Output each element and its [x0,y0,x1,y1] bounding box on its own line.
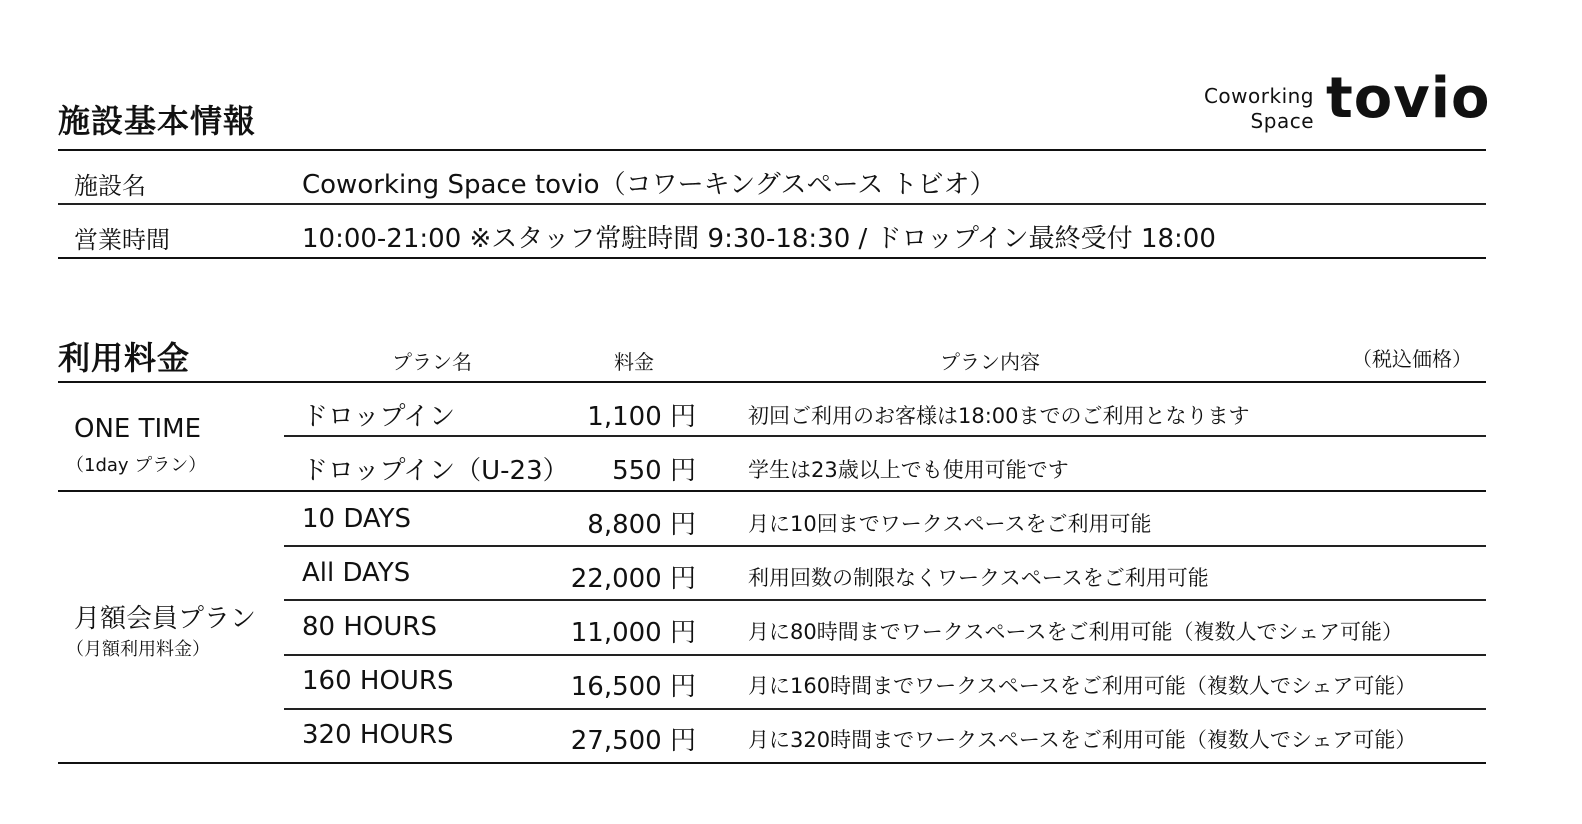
facility-row-divider [58,203,1486,205]
group-one-time-label: ONE TIME [74,414,202,444]
pricing-section-title: 利用料金 [58,339,191,377]
plan-name: 160 HOURS [302,666,454,696]
plan-description: 月に80時間までワークスペースをご利用可能（複数人でシェア可能） [748,620,1404,644]
logo-text-space: Space [1250,109,1314,133]
group-divider [58,490,1486,492]
facility-name-value: Coworking Space tovio（コワーキングスペース トビオ） [302,170,996,200]
plan-price: 550 円 [612,456,696,486]
logo-text-coworking: Coworking [1203,84,1314,108]
plan-name: All DAYS [302,558,411,588]
row-divider [284,545,1486,547]
plan-name: ドロップイン [302,402,456,432]
header-price: 料金 [614,350,654,374]
plan-name: 80 HOURS [302,612,437,642]
plan-description: 学生は23歳以上でも使用可能です [748,458,1069,482]
header-tax-note: （税込価格） [1352,347,1472,371]
plan-description: 月に10回までワークスペースをご利用可能 [748,512,1152,536]
pricing-bottom-rule [58,762,1486,764]
header-plan-name: プラン名 [392,350,472,374]
logo-text-tovio: tovio [1326,66,1491,131]
plan-name: ドロップイン（U-23） [302,456,569,486]
plan-name: 320 HOURS [302,720,454,750]
business-hours-label: 営業時間 [74,226,170,254]
facility-name-label: 施設名 [74,172,146,200]
plan-price: 22,000 円 [570,564,696,594]
facility-section-title: 施設基本情報 [58,102,257,140]
row-divider [284,599,1486,601]
facility-bottom-rule [58,257,1486,259]
group-one-time-sub: （1day プラン） [66,455,207,476]
facility-top-rule [58,149,1486,151]
plan-price: 11,000 円 [570,618,696,648]
group-monthly-sub: （月額利用料金） [66,639,210,660]
plan-price: 16,500 円 [570,672,696,702]
row-divider [284,708,1486,710]
plan-price: 27,500 円 [570,726,696,756]
plan-description: 初回ご利用のお客様は18:00までのご利用となります [748,404,1250,428]
header-plan-content: プラン内容 [940,350,1040,374]
business-hours-value: 10:00-21:00 ※スタッフ常駐時間 9:30-18:30 / ドロップイン最終受付 18:00 [302,224,1216,254]
row-divider [284,654,1486,656]
pricing-top-rule [58,381,1486,383]
plan-name: 10 DAYS [302,504,412,534]
plan-price: 1,100 円 [587,402,696,432]
row-divider [284,435,1486,437]
plan-description: 月に160時間までワークスペースをご利用可能（複数人でシェア可能） [748,674,1417,698]
plan-price: 8,800 円 [587,510,696,540]
group-monthly-label: 月額会員プラン [74,604,257,634]
plan-description: 月に320時間までワークスペースをご利用可能（複数人でシェア可能） [748,728,1417,752]
plan-description: 利用回数の制限なくワークスペースをご利用可能 [748,566,1209,590]
